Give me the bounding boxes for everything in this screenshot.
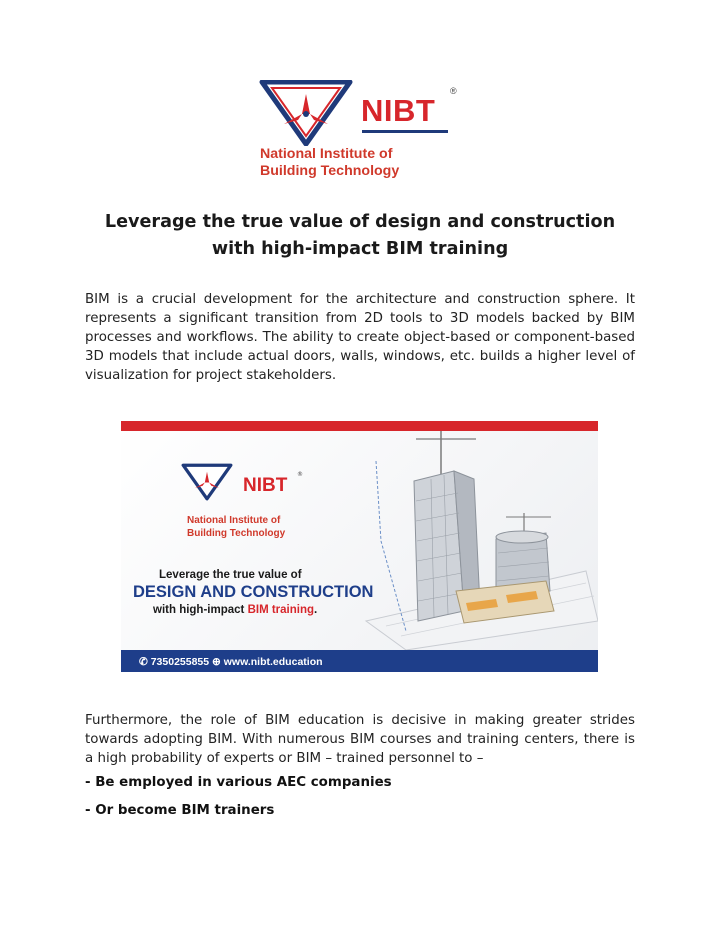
title-line1: Leverage the true value of design and construction xyxy=(104,212,616,232)
bullet-item-1: - Be employed in various AEC companies xyxy=(85,775,392,790)
banner-tagline-3-prefix: with high-impact xyxy=(153,604,248,616)
banner-contact-text: ✆ 7350255855 ⊕ www.nibt.education xyxy=(139,656,323,668)
logo-name-line2: Building Technology xyxy=(260,163,400,179)
logo-name-line1: National Institute of xyxy=(260,146,393,162)
banner-emblem-icon xyxy=(181,463,233,501)
bim-education-paragraph: Furthermore, the role of BIM education is decisive in making greater strides towards adopting BIM. With numerous BIM courses and training centers, there is a high probability of experts or BIM – trained personnel to – xyxy=(85,713,635,766)
banner-institute-name xyxy=(187,514,285,540)
nibt-emblem-icon xyxy=(258,80,354,146)
banner-tagline-3-suffix: . xyxy=(314,604,318,616)
banner-registered-mark: ® xyxy=(297,471,303,478)
title-line2: with high-impact BIM training xyxy=(211,239,509,259)
banner-logo xyxy=(181,463,321,543)
banner-tagline-1: Leverage the true value of xyxy=(159,569,302,581)
bullet-item-2: - Or become BIM trainers xyxy=(85,803,275,818)
banner-wordmark: NIBT xyxy=(243,475,288,496)
banner-tagline-3-highlight: BIM training xyxy=(247,604,315,616)
nibt-logo xyxy=(258,80,468,180)
building-construction-illustration xyxy=(346,421,598,650)
banner-tagline-2: DESIGN AND CONSTRUCTION xyxy=(133,583,374,601)
banner-name-line1: National Institute of xyxy=(187,515,281,526)
document-title xyxy=(60,209,660,263)
banner-tagline-3 xyxy=(153,604,317,616)
registered-mark: ® xyxy=(450,86,457,96)
logo-wordmark: NIBT xyxy=(361,93,436,128)
logo-underline xyxy=(362,130,448,133)
promo-banner-image xyxy=(121,421,598,672)
banner-name-line2: Building Technology xyxy=(187,528,286,539)
banner-contact-bar xyxy=(121,650,598,672)
logo-institute-name xyxy=(260,146,399,180)
intro-paragraph: BIM is a crucial development for the architecture and construction sphere. It represents a significant transition from 2D tools to 3D models backed by BIM processes and workflows. The ability to create object-based or component-based 3D models that include actual doors, walls, windows, etc. builds a higher level of visualization for project stakeholders. xyxy=(85,292,635,383)
